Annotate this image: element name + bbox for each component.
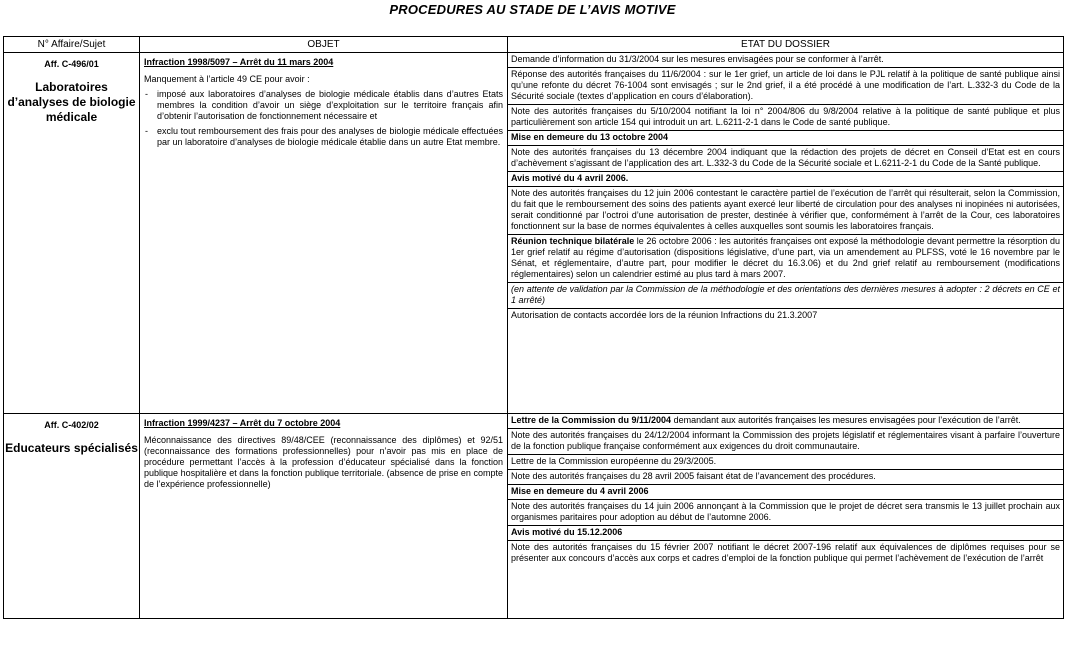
etat-entry: Note des autorités françaises du 5/10/2004 notifiant la loi n° 2004/806 du 9/8/2004 relative à la politique de santé publique et plus particulièrement son article 154 qui introduit un art. L.6211-2-1 dans le Code de santé publique.: [508, 105, 1063, 131]
procedures-table: [3, 36, 1064, 619]
etat-entry: (en attente de validation par la Commission de la méthodologie et des orientations des dernières mesures à adopter : 2 décrets en CE et 1 arrêté): [508, 283, 1063, 309]
subject-title: Educateurs spécialisés: [5, 441, 138, 455]
objet-intro: Manquement à l’article 49 CE pour avoir :: [144, 74, 310, 84]
etat-entry: Note des autorités françaises du 15 février 2007 notifiant le décret 2007-196 relatif aux équivalences de diplômes requises pour se présenter aux concours d’accès aux corps et cadres d’emploi de la fonction publique qui permet l’achèvement de l’exécution de l’arrêt: [511, 542, 1060, 563]
etat-entry: [508, 414, 1063, 429]
etat-cell: [508, 414, 1064, 619]
etat-entry-lead: Réunion technique bilatérale: [511, 236, 635, 246]
header-etat: ETAT DU DOSSIER: [508, 37, 1064, 53]
etat-entry: Note des autorités françaises du 13 décembre 2004 indiquant que la rédaction des projets de décret en Conseil d’Etat est en cours d’achèvement s’agissant de l’application des art. L.332-3 du Code de la Sécurité sociale et L.6211-2-1 du Code de la Santé publique.: [508, 146, 1063, 172]
infraction-reference: Infraction 1999/4237 – Arrêt du 7 octobre 2004: [144, 418, 341, 428]
table-row: [4, 53, 1064, 414]
infraction-reference: Infraction 1998/5097 – Arrêt du 11 mars 2004: [144, 57, 334, 67]
objet-list-item: - imposé aux laboratoires d’analyses de biologie médicale établis dans d’autres Etats membres la condition d’avoir un siège d’exploitation sur le territoire français afin d’obtenir l’autorisation de fonctionnement nécessaire et: [157, 89, 503, 122]
etat-entry: Demande d’information du 31/3/2004 sur les mesures envisagées pour se conformer à l’arrêt.: [508, 53, 1063, 68]
etat-entry: Mise en demeure du 13 octobre 2004: [508, 131, 1063, 146]
etat-entry: Réponse des autorités françaises du 11/6/2004 : sur le 1er grief, un article de loi dans le PJL relatif à la politique de santé publique ainsi qu’une refonte du décret 76-1004 sont envisagés ; sur le 2nd grief, il a été procédé à une modification de l’art. L.332-3 du Code de la Sécurité sociale (textes d’application en cours d’élaboration).: [508, 68, 1063, 105]
header-objet: OBJET: [140, 37, 508, 53]
objet-content: [140, 414, 507, 496]
objet-cell: [140, 414, 508, 619]
objet-content: [140, 53, 507, 154]
etat-entry: Note des autorités françaises du 12 juin 2006 contestant le caractère partiel de l’exécution de l’arrêt qui résulterait, selon la Commission, du fait que le remboursement des soins des patients ayant exercé leur liberté de circulation pour des analyses ni inopinées ni autorisées, serait conditionné par l’octroi d’une autorisation de prester, destinée à vérifier que, conformément à l’arrêt de la Cour, ces laboratoires fonctionnent sur la base de normes équivalentes à celles auxquelles sont soumis les laboratoires français.: [508, 187, 1063, 235]
etat-entry: Avis motivé du 4 avril 2006.: [508, 172, 1063, 187]
objet-intro: Méconnaissance des directives 89/48/CEE (reconnaissance des diplômes) et 92/51 (reconnaissance des formations professionnelles) pour n’avoir pas mis en place de procédure permettant l’accès à la profession d’éducateur spécialisé dans la fonction publique hospitalière et dans la fonction publique territoriale. (absence de prise en compte de l’expérience professionnelle): [144, 435, 503, 489]
etat-entry: [508, 235, 1063, 283]
objet-list: [144, 89, 503, 148]
header-affaire: N° Affaire/Sujet: [4, 37, 140, 53]
affaire-cell: [4, 53, 140, 414]
objet-cell: [140, 53, 508, 414]
etat-entry: Autorisation de contacts accordée lors de la réunion Infractions du 21.3.2007: [511, 310, 818, 320]
table-row: [4, 414, 1064, 619]
etat-entry: Note des autorités françaises du 14 juin 2006 annonçant à la Commission que le projet de décret sera transmis le 13 juillet prochain aux organismes paritaires pour adoption au début de l’automne 2006.: [508, 500, 1063, 526]
table-header-row: [4, 37, 1064, 53]
etat-entry: Lettre de la Commission européenne du 29/3/2005.: [508, 455, 1063, 470]
etat-entry: Avis motivé du 15.12.2006: [508, 526, 1063, 541]
etat-cell: [508, 53, 1064, 414]
etat-entry-text: le 26 octobre 2006 : les autorités françaises ont exposé la méthodologie devant permettre la résorption du 1er grief relatif au régime d’autorisation (dispositions législative, d’une part, via un amendement au PLFSS, voté le 16 novembre par le Sénat, et réglementaire, d’autre part, pour modifier le décret du 16.3.06) et du 2nd grief relatif au remboursement (modifications réglementaires) selon un calendrier estimé au plus tard à mars 2007.: [511, 236, 1060, 279]
document-title: PROCEDURES AU STADE DE L’AVIS MOTIVE: [389, 2, 676, 17]
affaire-cell: [4, 414, 140, 619]
etat-entry-text: demandant aux autorités françaises les mesures envisagées pour l’exécution de l’arrêt.: [671, 415, 1021, 425]
subject-title: Laboratoires d’analyses de biologie médicale: [7, 80, 136, 124]
etat-entry: Note des autorités françaises du 24/12/2004 informant la Commission des projets législatif et réglementaires visant à parfaire l’ouverture de la fonction publique française conformément aux exigences du droit communautaire.: [508, 429, 1063, 455]
affaire-number: Aff. C-496/01: [44, 59, 99, 69]
etat-entry-lead: Lettre de la Commission du 9/11/2004: [511, 415, 672, 425]
etat-entry: Mise en demeure du 4 avril 2006: [508, 485, 1063, 500]
objet-list-item: - exclu tout remboursement des frais pour des analyses de biologie médicale effectuées par un laboratoire d’analyses de biologie médicale établie dans un autre Etat membre.: [157, 126, 503, 148]
affaire-number: Aff. C-402/02: [44, 420, 99, 430]
etat-entry: Note des autorités françaises du 28 avril 2005 faisant état de l’avancement des procédures.: [508, 470, 1063, 485]
